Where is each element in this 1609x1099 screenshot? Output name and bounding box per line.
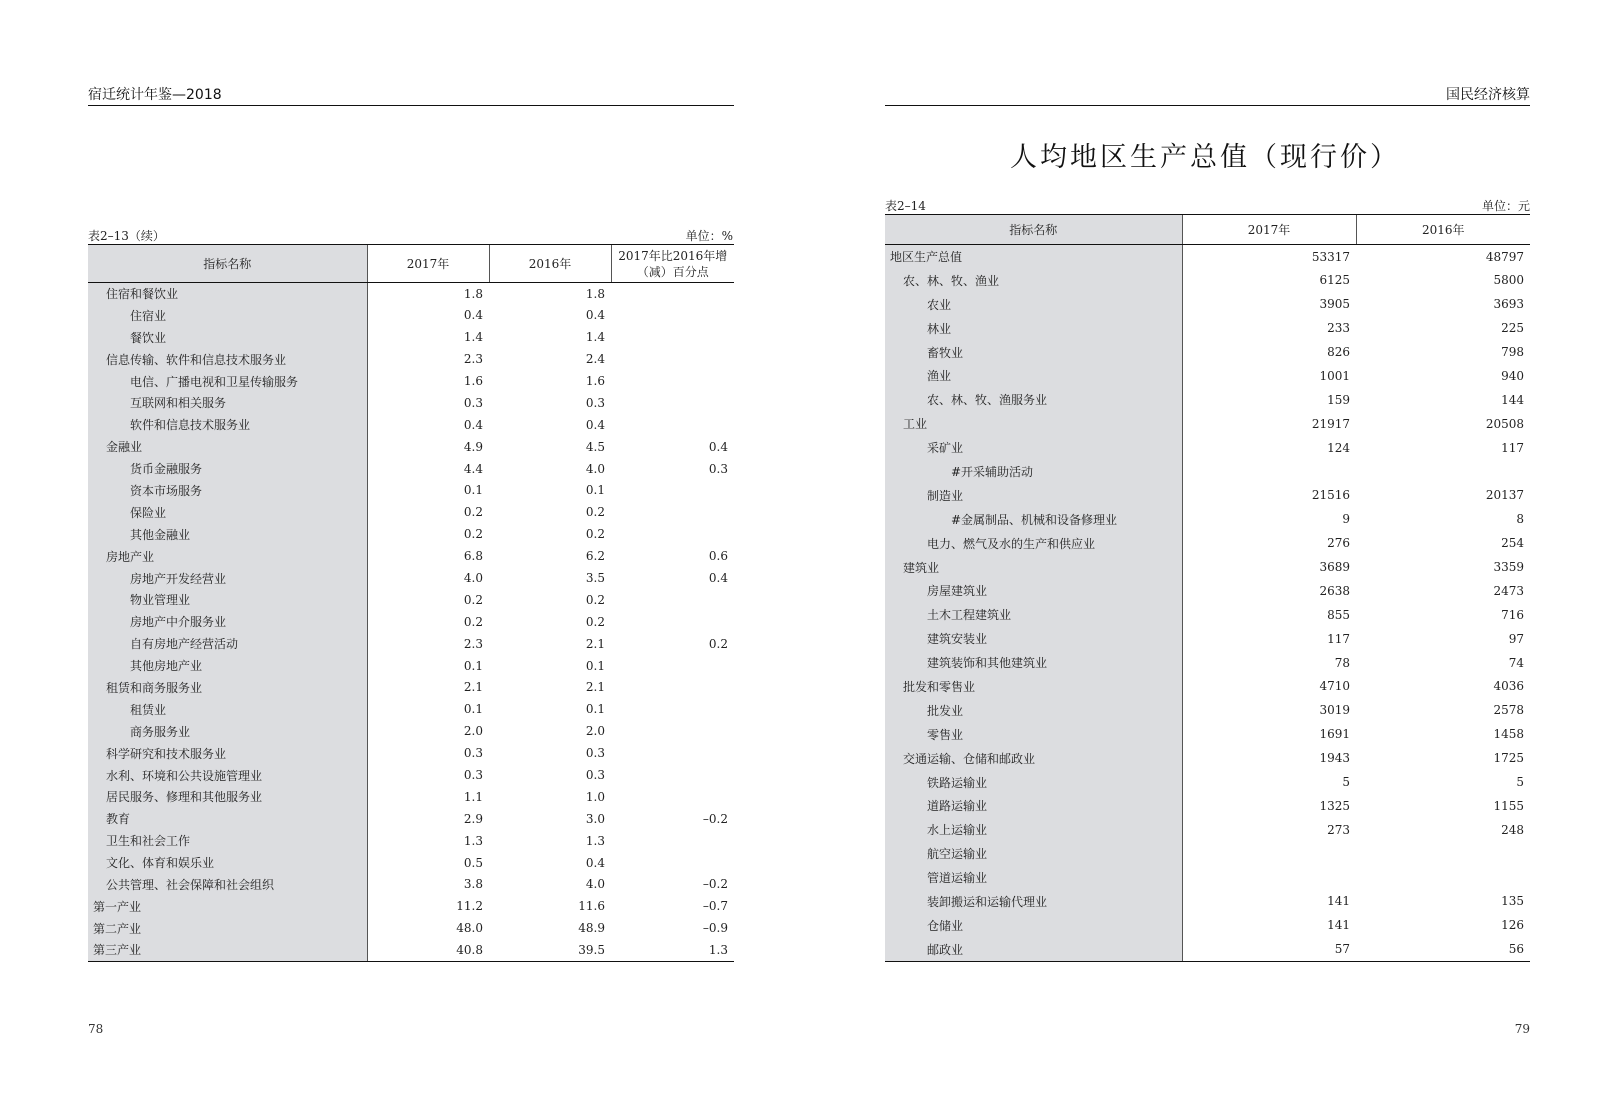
row-label: 建筑安装业	[885, 627, 1182, 651]
cell-v2017: 53317	[1182, 245, 1356, 269]
row-label: 零售业	[885, 722, 1182, 746]
table-row	[885, 316, 1530, 340]
cell-v2016: 0.3	[585, 395, 605, 410]
column-header-change: 2017年比2016年增（减）百分点	[611, 245, 734, 283]
cell-v2017: 1.8	[367, 283, 489, 305]
cell-v2016: 48.9	[578, 921, 605, 936]
row-label: 金融业	[88, 436, 367, 458]
cell-v2017: 0.2	[367, 501, 489, 523]
table-row	[885, 483, 1530, 507]
table-row	[88, 852, 734, 874]
table-row	[885, 794, 1530, 818]
table-row	[885, 698, 1530, 722]
left-table-unit: 单位：%	[685, 229, 733, 243]
row-label: 铁路运输业	[885, 770, 1182, 794]
row-label: 第二产业	[88, 917, 367, 939]
cell-diff	[611, 764, 734, 786]
cell-diff: 0.4	[708, 571, 728, 586]
cell-v2017: 4.9	[367, 436, 489, 458]
cell-v2017: 1001	[1182, 364, 1356, 388]
cell-v2017: 2.3	[367, 633, 489, 655]
cell-v2016: 20508	[1485, 416, 1524, 431]
table-row	[885, 675, 1530, 699]
table-row	[885, 388, 1530, 412]
table-row	[88, 348, 734, 370]
cell-v2017: 1691	[1182, 722, 1356, 746]
table-row	[88, 720, 734, 742]
column-header-2016: 2016年	[1356, 215, 1530, 245]
cell-v2017: 141	[1182, 890, 1356, 914]
left-header-rule	[88, 105, 734, 106]
row-label: 住宿业	[88, 304, 367, 326]
table-row	[885, 245, 1530, 269]
cell-v2016: 126	[1501, 918, 1524, 933]
row-label: 餐饮业	[88, 326, 367, 348]
cell-v2016: 3.0	[585, 811, 605, 826]
row-label: 保险业	[88, 501, 367, 523]
cell-v2017: 0.2	[367, 589, 489, 611]
cell-v2016: 5	[1516, 775, 1524, 790]
cell-v2017: 1.3	[367, 830, 489, 852]
cell-v2016: 1.6	[585, 374, 605, 388]
table-title: 人均地区生产总值（现行价）	[1010, 142, 1400, 173]
row-label: 建筑业	[885, 555, 1182, 579]
cell-v2016: 940	[1501, 368, 1524, 383]
cell-v2016: 798	[1501, 345, 1524, 359]
cell-v2016: 144	[1501, 392, 1524, 407]
table-row	[88, 917, 734, 939]
cell-diff	[611, 501, 734, 523]
cell-v2017: 141	[1182, 913, 1356, 937]
cell-v2016: 4036	[1493, 679, 1524, 694]
cell-v2017: 0.3	[367, 742, 489, 764]
cell-v2017: 1.6	[367, 370, 489, 392]
row-label: 公共管理、社会保障和社会组织	[88, 874, 367, 896]
row-label: 商务服务业	[88, 720, 367, 742]
table-row	[885, 627, 1530, 651]
cell-diff: –0.9	[702, 921, 728, 936]
left-page-number: 78	[88, 1022, 104, 1036]
row-label: 居民服务、修理和其他服务业	[88, 786, 367, 808]
column-header-2017: 2017年	[367, 245, 489, 283]
cell-v2017: 2638	[1182, 579, 1356, 603]
cell-v2016: 254	[1501, 536, 1524, 551]
cell-v2016: 2578	[1493, 703, 1524, 718]
table-row	[885, 818, 1530, 842]
cell-diff: –0.2	[702, 877, 728, 892]
cell-diff: –0.2	[702, 811, 728, 826]
right-running-header: 国民经济核算	[1446, 87, 1530, 103]
cell-diff	[611, 611, 734, 633]
cell-v2017: 2.0	[367, 720, 489, 742]
cell-diff	[611, 830, 734, 852]
cell-v2017: 6.8	[367, 545, 489, 567]
cell-v2017: 3019	[1182, 698, 1356, 722]
table-row	[88, 874, 734, 896]
right-table-unit: 单位：元	[1481, 199, 1530, 213]
cell-v2016: 97	[1508, 631, 1524, 646]
table-row	[88, 677, 734, 699]
cell-v2017: 0.5	[367, 852, 489, 874]
table-row	[88, 370, 734, 392]
cell-diff	[611, 370, 734, 392]
cell-v2017: 3905	[1182, 292, 1356, 316]
cell-v2017: 9	[1182, 507, 1356, 531]
table-row	[88, 326, 734, 348]
row-label: #金属制品、机械和设备修理业	[885, 507, 1182, 531]
left-running-header: 宿迁统计年鉴—2018	[88, 87, 222, 103]
cell-v2016: 1.4	[585, 330, 605, 345]
cell-v2016: 48797	[1485, 249, 1524, 264]
table-row	[885, 866, 1530, 890]
row-label: 地区生产总值	[885, 245, 1182, 269]
row-label: 农、林、牧、渔服务业	[885, 388, 1182, 412]
cell-v2017: 2.1	[367, 677, 489, 699]
table-row	[88, 633, 734, 655]
table-row	[885, 579, 1530, 603]
cell-v2016: 39.5	[489, 939, 611, 961]
cell-v2017: 78	[1182, 651, 1356, 675]
table-row	[88, 304, 734, 326]
table-row	[885, 603, 1530, 627]
cell-v2017: 2.3	[367, 348, 489, 370]
row-label: 软件和信息技术服务业	[88, 414, 367, 436]
cell-diff	[611, 414, 734, 436]
table-row	[88, 392, 734, 414]
cell-diff	[611, 283, 734, 305]
cell-v2016: 0.3	[585, 768, 605, 783]
cell-diff	[611, 720, 734, 742]
row-label: 其他金融业	[88, 523, 367, 545]
cell-v2017: 159	[1182, 388, 1356, 412]
table-row	[88, 698, 734, 720]
right-page-number: 79	[1514, 1022, 1530, 1036]
row-label: 林业	[885, 316, 1182, 340]
cell-v2016	[1356, 842, 1530, 866]
cell-v2017	[1182, 842, 1356, 866]
table-row	[885, 913, 1530, 937]
row-label: 电信、广播电视和卫星传输服务	[88, 370, 367, 392]
row-label: 农、林、牧、渔业	[885, 268, 1182, 292]
cell-v2016: 2473	[1493, 583, 1524, 598]
table-row	[88, 414, 734, 436]
cell-v2017: 0.4	[367, 414, 489, 436]
cell-v2017: 21516	[1182, 483, 1356, 507]
row-label: 住宿和餐饮业	[88, 283, 367, 305]
table-row	[88, 786, 734, 808]
table-row	[885, 412, 1530, 436]
row-label: 文化、体育和娱乐业	[88, 852, 367, 874]
cell-v2017: 233	[1182, 316, 1356, 340]
cell-v2016: 135	[1501, 894, 1524, 909]
cell-v2016: 0.1	[585, 702, 605, 717]
cell-v2016: 4.0	[585, 877, 605, 892]
cell-v2016: 0.2	[585, 505, 605, 520]
cell-v2017: 4.4	[367, 458, 489, 480]
row-label: 采矿业	[885, 436, 1182, 460]
cell-v2017: 273	[1182, 818, 1356, 842]
row-label: 邮政业	[885, 937, 1182, 961]
column-header-indicator: 指标名称	[885, 215, 1182, 245]
row-label: 装卸搬运和运输代理业	[885, 890, 1182, 914]
cell-v2016: 0.2	[585, 527, 605, 542]
cell-v2016: 4.5	[585, 439, 605, 454]
cell-diff	[611, 852, 734, 874]
row-label: 农业	[885, 292, 1182, 316]
row-label: 租赁业	[88, 698, 367, 720]
cell-v2017: 117	[1182, 627, 1356, 651]
table-row	[885, 436, 1530, 460]
table-row	[88, 808, 734, 830]
right-data-table	[885, 214, 1530, 962]
cell-v2016: 0.1	[585, 483, 605, 498]
cell-diff	[611, 677, 734, 699]
cell-v2017	[1182, 460, 1356, 484]
cell-v2016: 4.0	[585, 461, 605, 476]
cell-v2016: 3.5	[585, 571, 605, 586]
table-row	[88, 830, 734, 852]
cell-v2017: 3689	[1182, 555, 1356, 579]
column-header-indicator: 指标名称	[88, 245, 367, 283]
row-label: 畜牧业	[885, 340, 1182, 364]
row-label: 信息传输、软件和信息技术服务业	[88, 348, 367, 370]
cell-v2016: 0.3	[585, 746, 605, 761]
row-label: 批发和零售业	[885, 675, 1182, 699]
cell-v2017: 855	[1182, 603, 1356, 627]
cell-v2016: 0.2	[585, 614, 605, 629]
cell-v2017: 0.4	[367, 304, 489, 326]
row-label: 房地产开发经营业	[88, 567, 367, 589]
cell-v2017: 0.1	[367, 698, 489, 720]
row-label: 物业管理业	[88, 589, 367, 611]
cell-v2016	[1356, 866, 1530, 890]
row-label: 第三产业	[88, 939, 367, 961]
row-label: 资本市场服务	[88, 480, 367, 502]
cell-v2017: 0.2	[367, 611, 489, 633]
row-label: 第一产业	[88, 895, 367, 917]
cell-diff: 1.3	[611, 939, 734, 961]
row-label: 房地产中介服务业	[88, 611, 367, 633]
cell-v2017: 48.0	[367, 917, 489, 939]
left-data-table	[88, 244, 734, 962]
row-label: 科学研究和技术服务业	[88, 742, 367, 764]
table-row	[88, 458, 734, 480]
row-label: 工业	[885, 412, 1182, 436]
table-row	[885, 555, 1530, 579]
table-row	[88, 480, 734, 502]
cell-v2017: 0.3	[367, 764, 489, 786]
table-row	[88, 501, 734, 523]
table-row	[885, 937, 1530, 961]
table-row	[88, 742, 734, 764]
table-row	[88, 283, 734, 305]
row-label: 其他房地产业	[88, 655, 367, 677]
right-table-label: 表2–14	[885, 199, 926, 213]
cell-v2016: 1.8	[585, 286, 605, 301]
cell-diff	[611, 392, 734, 414]
table-row	[88, 655, 734, 677]
cell-v2016: 2.4	[585, 352, 605, 367]
row-label: 租赁和商务服务业	[88, 677, 367, 699]
row-label: 水上运输业	[885, 818, 1182, 842]
cell-v2017: 826	[1182, 340, 1356, 364]
cell-diff	[611, 786, 734, 808]
cell-v2016: 1155	[1493, 798, 1524, 813]
cell-diff: 0.6	[708, 549, 728, 564]
cell-diff	[611, 304, 734, 326]
cell-v2017: 57	[1182, 937, 1356, 961]
cell-diff: –0.7	[702, 899, 728, 914]
table-row	[88, 567, 734, 589]
table-row	[885, 842, 1530, 866]
cell-v2017: 0.1	[367, 655, 489, 677]
row-label: 互联网和相关服务	[88, 392, 367, 414]
cell-v2016: 0.4	[585, 417, 605, 432]
cell-v2016: 5800	[1493, 273, 1524, 288]
cell-v2017: 1.1	[367, 786, 489, 808]
cell-v2017: 4710	[1182, 675, 1356, 699]
table-row	[88, 611, 734, 633]
row-label: 航空运输业	[885, 842, 1182, 866]
row-label: 渔业	[885, 364, 1182, 388]
cell-v2017: 5	[1182, 770, 1356, 794]
cell-diff: 0.4	[708, 439, 728, 454]
table-row	[885, 292, 1530, 316]
cell-v2016: 6.2	[585, 549, 605, 564]
cell-v2016: 0.4	[585, 308, 605, 323]
cell-diff	[611, 348, 734, 370]
cell-v2017	[1182, 866, 1356, 890]
cell-v2016: 74	[1508, 655, 1524, 670]
table-row	[885, 770, 1530, 794]
cell-v2017: 0.3	[367, 392, 489, 414]
row-label: 教育	[88, 808, 367, 830]
row-label: 卫生和社会工作	[88, 830, 367, 852]
cell-v2017: 40.8	[367, 939, 489, 961]
row-label: 交通运输、仓储和邮政业	[885, 746, 1182, 770]
cell-v2017: 0.2	[367, 523, 489, 545]
table-row	[885, 340, 1530, 364]
cell-v2017: 124	[1182, 436, 1356, 460]
cell-v2017: 1325	[1182, 794, 1356, 818]
cell-v2017: 11.2	[367, 895, 489, 917]
row-label: 电力、燃气及水的生产和供应业	[885, 531, 1182, 555]
cell-v2017: 6125	[1182, 268, 1356, 292]
cell-diff	[611, 589, 734, 611]
row-label: 批发业	[885, 698, 1182, 722]
row-label: 货币金融服务	[88, 458, 367, 480]
cell-v2016: 3359	[1493, 560, 1524, 575]
cell-v2016	[1356, 460, 1530, 484]
row-label: 水利、环境和公共设施管理业	[88, 764, 367, 786]
cell-diff	[611, 326, 734, 348]
cell-v2016: 0.2	[585, 592, 605, 607]
cell-v2016: 2.0	[585, 724, 605, 739]
cell-diff	[611, 655, 734, 677]
table-row	[885, 531, 1530, 555]
cell-v2017: 1943	[1182, 746, 1356, 770]
row-label: 土木工程建筑业	[885, 603, 1182, 627]
cell-v2016: 248	[1501, 822, 1524, 837]
row-label: #开采辅助活动	[885, 460, 1182, 484]
cell-v2016: 1458	[1493, 727, 1524, 742]
table-row	[88, 545, 734, 567]
cell-diff: 0.2	[708, 636, 728, 651]
table-row	[885, 364, 1530, 388]
cell-v2016: 0.4	[585, 855, 605, 870]
table-row	[885, 890, 1530, 914]
cell-v2016: 1.0	[585, 789, 605, 804]
row-label: 建筑装饰和其他建筑业	[885, 651, 1182, 675]
table-row	[885, 722, 1530, 746]
cell-v2016: 225	[1501, 321, 1524, 336]
cell-v2016: 716	[1501, 607, 1524, 622]
table-row	[885, 746, 1530, 770]
left-table-label: 表2–13（续）	[88, 229, 165, 243]
cell-v2017: 21917	[1182, 412, 1356, 436]
cell-v2016: 11.6	[578, 899, 605, 914]
row-label: 仓储业	[885, 913, 1182, 937]
cell-v2016: 8	[1516, 512, 1524, 527]
cell-v2016: 20137	[1485, 488, 1524, 503]
cell-diff	[611, 742, 734, 764]
table-row	[88, 436, 734, 458]
cell-v2017: 2.9	[367, 808, 489, 830]
column-header-2016: 2016年	[489, 245, 611, 283]
cell-v2016: 2.1	[585, 680, 605, 695]
row-label: 管道运输业	[885, 866, 1182, 890]
cell-diff	[611, 480, 734, 502]
table-row	[88, 764, 734, 786]
cell-v2017: 276	[1182, 531, 1356, 555]
cell-v2016: 1725	[1493, 751, 1524, 766]
table-row	[885, 460, 1530, 484]
table-row	[885, 268, 1530, 292]
row-label: 道路运输业	[885, 794, 1182, 818]
row-label: 自有房地产经营活动	[88, 633, 367, 655]
cell-v2017: 3.8	[367, 874, 489, 896]
cell-v2017: 0.1	[367, 480, 489, 502]
cell-diff	[611, 698, 734, 720]
table-row	[88, 589, 734, 611]
cell-v2016: 0.1	[585, 658, 605, 673]
cell-v2016: 117	[1501, 440, 1524, 455]
cell-v2017: 1.4	[367, 326, 489, 348]
table-row	[88, 939, 734, 961]
cell-v2016: 2.1	[585, 636, 605, 651]
row-label: 房屋建筑业	[885, 579, 1182, 603]
cell-diff	[611, 523, 734, 545]
row-label: 制造业	[885, 483, 1182, 507]
table-row	[885, 651, 1530, 675]
cell-diff: 0.3	[708, 461, 728, 476]
column-header-2017: 2017年	[1182, 215, 1356, 245]
cell-v2017: 4.0	[367, 567, 489, 589]
table-row	[88, 895, 734, 917]
table-row	[885, 507, 1530, 531]
cell-v2016: 3693	[1493, 297, 1524, 312]
row-label: 房地产业	[88, 545, 367, 567]
cell-v2016: 1.3	[585, 833, 605, 848]
table-row	[88, 523, 734, 545]
right-header-rule	[885, 105, 1530, 106]
cell-v2016: 56	[1356, 937, 1530, 961]
